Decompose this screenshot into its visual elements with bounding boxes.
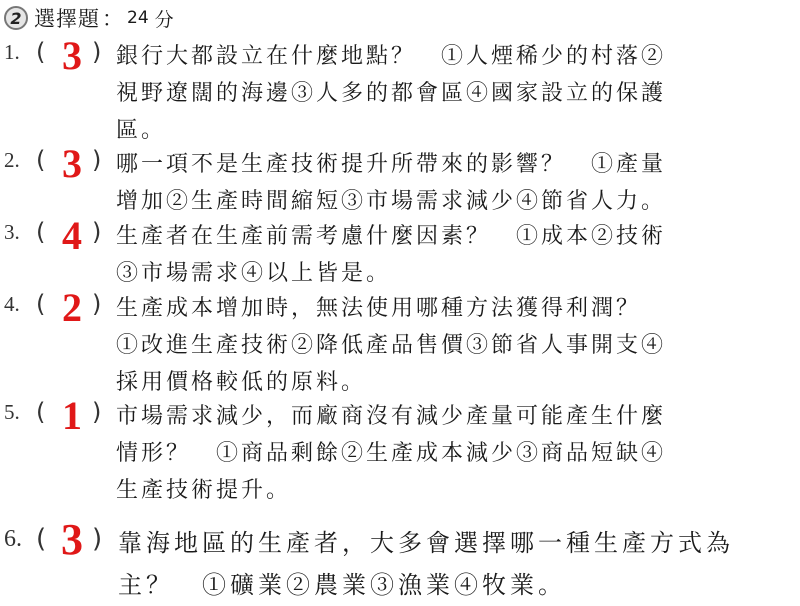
question-line: 生產技術提升。 xyxy=(116,478,292,503)
question-text xyxy=(116,398,666,509)
section-number-badge: 2 xyxy=(4,6,28,30)
answer-paren-right: ) xyxy=(92,38,102,66)
question-line: 哪一項不是生產技術提升所帶來的影響？ ①產量 xyxy=(116,152,667,177)
question-line: 靠海地區的生產者，大多會選擇哪一種生產方式為 xyxy=(118,529,734,557)
question-text xyxy=(116,218,666,292)
question-line: 生產成本增加時，無法使用哪種方法獲得利潤？ xyxy=(116,296,642,321)
question-number: 2. xyxy=(4,148,20,172)
answer-paren-left: ( xyxy=(36,290,46,318)
question-text xyxy=(116,38,666,149)
answer-paren-left: ( xyxy=(36,218,46,246)
question-line: ①改進生產技術②降低產品售價③節省人事開支④ xyxy=(116,333,667,358)
question-number: 5. xyxy=(4,400,20,424)
answer-mark: 2 xyxy=(62,285,82,330)
answer-paren-right: ) xyxy=(92,398,102,426)
question-number: 3. xyxy=(4,220,20,244)
answer-mark: 3 xyxy=(61,515,83,564)
answer-paren-right: ) xyxy=(92,290,102,318)
question-line: 主？ ①礦業②農業③漁業④牧業。 xyxy=(118,571,566,599)
question-text xyxy=(116,146,666,220)
answer-paren-right: ) xyxy=(92,146,102,174)
question-text xyxy=(118,522,734,606)
question-line: 視野遼闊的海邊③人多的都會區④國家設立的保護 xyxy=(116,81,667,106)
answer-paren-left: ( xyxy=(36,38,46,66)
answer-mark: 4 xyxy=(62,213,82,258)
question-line: 區。 xyxy=(116,118,167,143)
answer-mark: 1 xyxy=(62,393,82,438)
question-line: 銀行大都設立在什麼地點？ ①人煙稀少的村落② xyxy=(116,44,667,69)
answer-paren-left: ( xyxy=(36,398,46,426)
question-number: 1. xyxy=(4,40,20,64)
section-header xyxy=(4,2,174,34)
question-number: 4. xyxy=(4,292,20,316)
question-line: 增加②生產時間縮短③市場需求減少④節省人力。 xyxy=(116,189,667,214)
answer-paren-right: ) xyxy=(92,524,103,554)
section-title: 選擇題 xyxy=(34,7,100,31)
answer-paren-left: ( xyxy=(36,146,46,174)
section-colon: ： xyxy=(102,7,123,31)
answer-paren-left: ( xyxy=(36,524,47,554)
question-line: 市場需求減少，而廠商沒有減少產量可能產生什麼 xyxy=(116,404,667,429)
question-line: 生產者在生產前需考慮什麼因素？ ①成本②技術 xyxy=(116,224,667,249)
question-line: 情形？ ①商品剩餘②生產成本減少③商品短缺④ xyxy=(116,441,667,466)
question-number: 6. xyxy=(4,526,22,552)
section-score: 24 xyxy=(127,8,149,28)
section-score-unit: 分 xyxy=(154,8,174,31)
question-line: ③市場需求④以上皆是。 xyxy=(116,261,392,286)
answer-paren-right: ) xyxy=(92,218,102,246)
answer-mark: 3 xyxy=(62,141,82,186)
answer-mark: 3 xyxy=(62,33,82,78)
question-line: 採用價格較低的原料。 xyxy=(116,370,367,395)
question-text xyxy=(116,290,666,401)
